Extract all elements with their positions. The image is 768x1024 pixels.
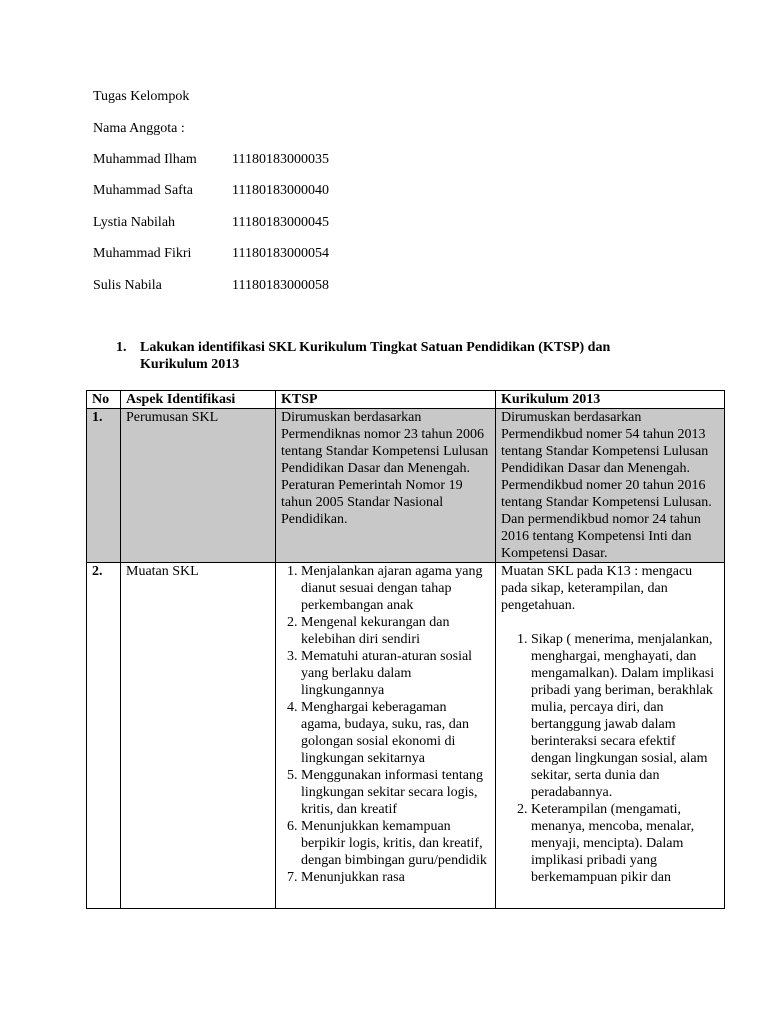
header-aspek: Aspek Identifikasi	[121, 391, 276, 409]
list-item: 2. Keterampilan (mengamati, menanya, mencoba, menalar, menyaji, mencipta). Dalam implikasi pribadi yang berkemampuan pikir dan	[531, 801, 719, 886]
member-name: Muhammad Safta	[93, 183, 193, 198]
member-row	[93, 277, 329, 294]
member-nim: 11180183000054	[232, 246, 329, 261]
member-row	[93, 151, 329, 168]
member-name: Sulis Nabila	[93, 278, 162, 293]
list-item: 1. Menjalankan ajaran agama yang dianut sesuai dengan tahap perkembangan anak	[301, 563, 490, 614]
row-k13	[496, 563, 725, 909]
list-item: 7. Menunjukkan rasa	[301, 869, 490, 886]
row-aspek: Muatan SKL	[121, 563, 276, 909]
header-no: No	[87, 391, 121, 409]
list-item: 4. Menghargai keberagaman agama, budaya, suku, ras, dan golongan sosial ekonomi di lingkungan sekitarnya	[301, 699, 490, 767]
member-name: Lystia Nabilah	[93, 215, 176, 230]
members-label: Nama Anggota :	[93, 121, 185, 136]
header-ktsp: KTSP	[276, 391, 496, 409]
member-row	[93, 245, 329, 262]
row-k13: Dirumuskan berdasarkan Permendikbud nomer 54 tahun 2013 tentang Standar Kompetensi Lulusan Pendidikan Dasar dan Menengah. Permendikbud nomer 20 tahun 2016 tentang Standar Kompetensi Lulusan. Dan permendikbud nomor 24 tahun 2016 tentang Kompetensi Inti dan Kompetensi Dasar.	[496, 409, 725, 563]
table-row	[87, 409, 725, 563]
header-k13: Kurikulum 2013	[496, 391, 725, 409]
k13-intro: Muatan SKL pada K13 : mengacu pada sikap, keterampilan, dan pengetahuan.	[501, 564, 693, 613]
table-header-row	[87, 391, 725, 409]
ktsp-muatan-list	[281, 563, 490, 886]
member-nim: 11180183000045	[232, 215, 329, 230]
member-nim: 11180183000035	[232, 152, 329, 167]
member-row	[93, 214, 329, 231]
table-row	[87, 563, 725, 909]
question-number: 1.	[116, 340, 127, 355]
row-ktsp	[276, 563, 496, 909]
list-item: 3. Mematuhi aturan-aturan sosial yang berlaku dalam lingkungannya	[301, 648, 490, 699]
document-title: Tugas Kelompok	[93, 89, 190, 104]
member-name: Muhammad Fikri	[93, 246, 192, 261]
list-item: 5. Menggunakan informasi tentang lingkungan sekitar secara logis, kritis, dan kreatif	[301, 767, 490, 818]
member-nim: 11180183000040	[232, 183, 329, 198]
list-item: 6. Menunjukkan kemampuan berpikir logis, kritis, dan kreatif, dengan bimbingan guru/pendidik	[301, 818, 490, 869]
skl-comparison-table	[86, 390, 725, 909]
row-aspek: Perumusan SKL	[121, 409, 276, 563]
member-row	[93, 182, 329, 199]
question-item	[116, 339, 676, 373]
member-nim: 11180183000058	[232, 278, 329, 293]
row-number: 1.	[87, 409, 121, 563]
row-ktsp: Dirumuskan berdasarkan Permendiknas nomor 23 tahun 2006 tentang Standar Kompetensi Lulusan Pendidikan Dasar dan Menengah. Peraturan Pemerintah Nomor 19 tahun 2005 Standar Nasional Pendidikan.	[276, 409, 496, 563]
question-text: Lakukan identifikasi SKL Kurikulum Tingkat Satuan Pendidikan (KTSP) dan Kurikulum 2013	[140, 340, 611, 372]
list-item: 1. Sikap ( menerima, menjalankan, menghargai, menghayati, dan mengamalkan). Dalam implikasi pribadi yang beriman, berakhlak mulia, percaya diri, dan bertanggung jawab dalam berinteraksi secara efektif dengan lingkungan sosial, alam sekitar, serta dunia dan peradabannya.	[531, 631, 719, 801]
k13-muatan-list	[501, 631, 719, 886]
member-name: Muhammad Ilham	[93, 152, 197, 167]
row-number: 2.	[87, 563, 121, 909]
list-item: 2. Mengenal kekurangan dan kelebihan diri sendiri	[301, 614, 490, 648]
